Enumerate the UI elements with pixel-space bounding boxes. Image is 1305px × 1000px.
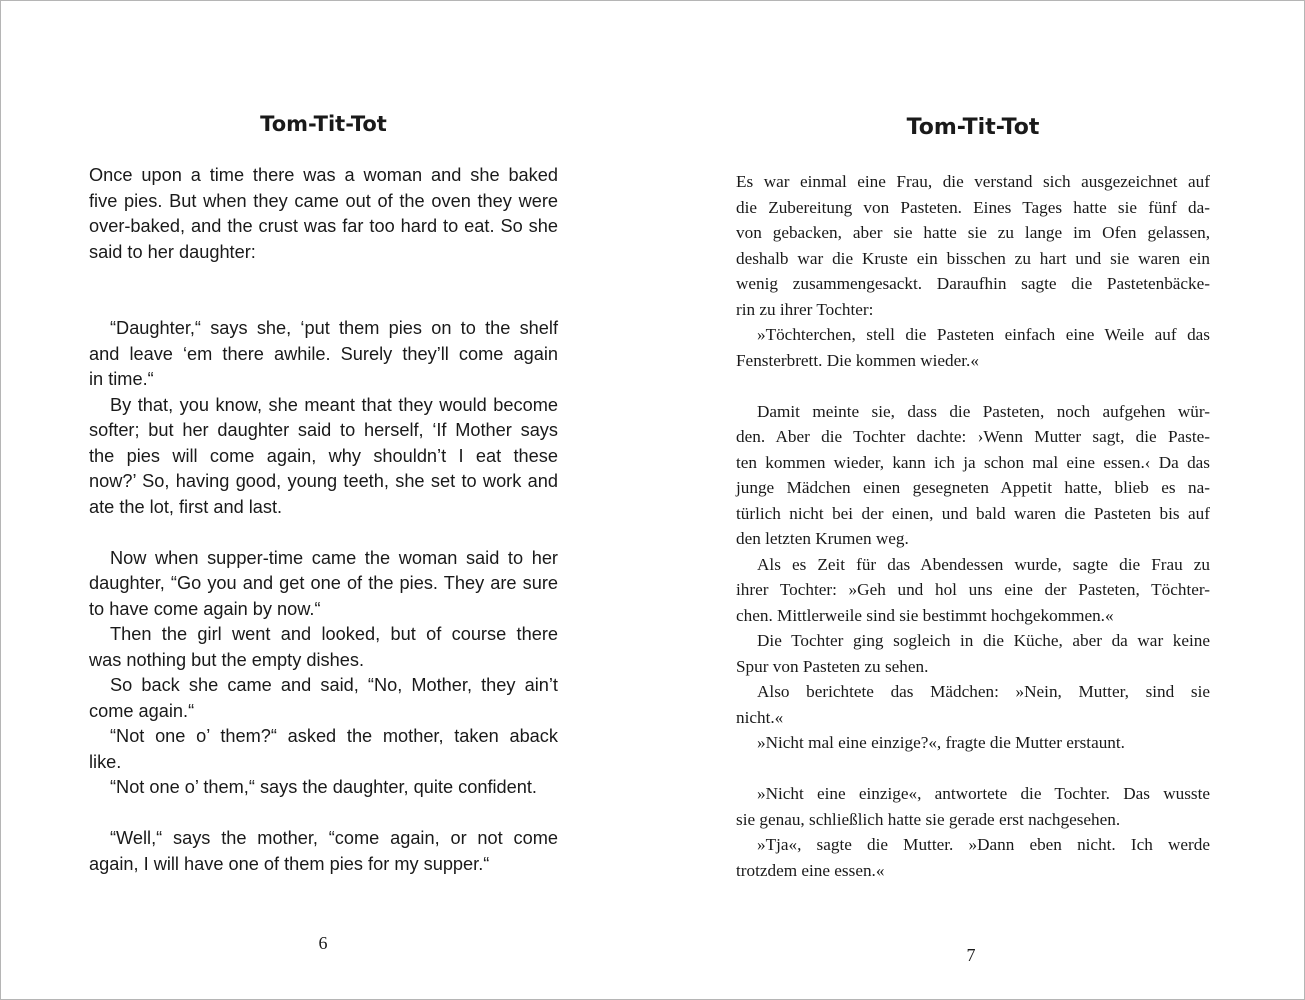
- paragraph-end: [89, 699, 558, 725]
- paragraph: [89, 316, 558, 367]
- paragraph: [89, 622, 558, 648]
- paragraph: [736, 628, 1210, 654]
- paragraph-end: [736, 807, 1210, 833]
- text-line: in time.“: [89, 369, 154, 389]
- paragraph: [736, 322, 1210, 348]
- text-line: türlich nicht bei der einen, und bald waren die Pasteten bis auf: [736, 503, 1210, 523]
- paragraph-gap: [89, 265, 558, 316]
- page-number: 7: [966, 945, 976, 965]
- paragraph-gap: [89, 520, 558, 546]
- page-title: Tom-Tit-Tot: [906, 115, 1040, 140]
- page-title: Tom-Tit-Tot: [260, 112, 387, 136]
- text-line: “Well,“ says the mother, “come again, or not come: [110, 828, 558, 848]
- paragraph: [89, 163, 558, 240]
- text-line: Spur von Pasteten zu sehen.: [736, 656, 929, 676]
- paragraph-gap: [736, 756, 1210, 782]
- text-line: junge Mädchen einen gesegneten Appetit hatte, blieb es na-: [736, 478, 1210, 497]
- text-line: ten kommen wieder, kann ich ja schon mal eine essen.‹ Da das: [736, 452, 1210, 472]
- paragraph-gap: [736, 373, 1210, 399]
- text-line: come again.“: [89, 700, 195, 721]
- text-line: now?’ So, having good, young teeth, she set to work and: [89, 471, 558, 491]
- left-page: [1, 1, 651, 999]
- paragraph: [89, 546, 558, 597]
- text-line: Damit meinte sie, dass die Pasteten, noch aufgehen wür-: [757, 401, 1210, 421]
- paragraph: [89, 393, 558, 495]
- paragraph-end: [736, 526, 1210, 552]
- text-line: ate the lot, first and last.: [89, 496, 283, 517]
- text-line: Then the girl went and looked, but of course there: [110, 624, 558, 644]
- story-text: [736, 169, 1210, 883]
- page-number: 6: [318, 933, 328, 953]
- text-line: nicht.«: [736, 707, 784, 727]
- paragraph-end: [89, 495, 558, 521]
- paragraph-end: [89, 852, 558, 878]
- text-line: Die Tochter ging sogleich in die Küche, aber da war keine: [757, 631, 1210, 650]
- paragraph-end: [89, 240, 558, 266]
- text-line: Fensterbrett. Die kommen wieder.«: [736, 350, 979, 370]
- text-line: daughter, “Go you and get one of the pies. They are sure: [89, 573, 558, 593]
- paragraph-gap: [89, 801, 558, 827]
- text-line: over-baked, and the crust was far too hard to eat. So she: [89, 216, 558, 236]
- text-line: to have come again by now.“: [89, 598, 321, 619]
- right-page: [652, 1, 1304, 999]
- paragraph: [89, 775, 558, 801]
- paragraph-end: [89, 750, 558, 776]
- text-line: rin zu ihrer Tochter:: [736, 299, 874, 319]
- paragraph-end: [736, 654, 1210, 680]
- paragraph-end: [736, 705, 1210, 731]
- text-line: Now when supper-time came the woman said to her: [110, 547, 558, 568]
- text-line: den. Aber die Tochter dachte: ›Wenn Mutter sagt, die Paste-: [736, 427, 1210, 446]
- text-line: sie genau, schließlich hatte sie gerade erst nachgesehen.: [736, 809, 1121, 829]
- text-line: was nothing but the empty dishes.: [89, 649, 364, 670]
- paragraph-end: [736, 297, 1210, 323]
- text-line: said to her daughter:: [89, 241, 256, 262]
- text-line: »Nicht eine einzige«, antwortete die Tochter. Das wusste: [757, 784, 1210, 803]
- text-line: Once upon a time there was a woman and she baked: [89, 165, 558, 185]
- text-line: wenig zusammengesackt. Daraufhin sagte die Pastetenbäcke-: [736, 274, 1210, 293]
- paragraph: [736, 679, 1210, 705]
- paragraph-end: [736, 603, 1210, 629]
- text-line: ihrer Tochter: »Geh und hol uns eine der Pasteten, Töchter-: [736, 580, 1210, 599]
- text-line: “Daughter,“ says she, ‘put them pies on to the shelf: [110, 318, 558, 338]
- text-line: trotzdem eine essen.«: [736, 860, 885, 880]
- text-line: So back she came and said, “No, Mother, they ain’t: [110, 675, 558, 695]
- text-line: the pies will come again, why shouldn’t I eat these: [89, 445, 558, 466]
- paragraph: [89, 826, 558, 852]
- text-line: deshalb war die Kruste ein bisschen zu hart und sie waren ein: [736, 248, 1210, 268]
- paragraph: [736, 399, 1210, 527]
- text-line: and leave ‘em there awhile. Surely they’ll come again: [89, 343, 558, 364]
- text-line: Es war einmal eine Frau, die verstand sich ausgezeichnet auf: [736, 172, 1210, 191]
- paragraph: [736, 730, 1210, 756]
- text-line: “Not one o’ them?“ asked the mother, taken aback: [110, 726, 558, 746]
- paragraph: [736, 552, 1210, 603]
- paragraph-end: [736, 858, 1210, 884]
- paragraph-end: [736, 348, 1210, 374]
- text-line: “Not one o’ them,“ says the daughter, quite confident.: [110, 777, 537, 797]
- paragraph: [89, 724, 558, 750]
- text-line: den letzten Krumen weg.: [736, 529, 909, 548]
- paragraph-end: [89, 367, 558, 393]
- text-line: Also berichtete das Mädchen: »Nein, Mutter, sind sie: [757, 682, 1210, 701]
- text-line: chen. Mittlerweile sind sie bestimmt hochgekommen.«: [736, 605, 1114, 625]
- text-line: von gebacken, aber sie hatte sie zu lange im Ofen gelassen,: [736, 223, 1210, 242]
- paragraph-end: [89, 597, 558, 623]
- text-line: five pies. But when they came out of the oven they were: [89, 190, 558, 211]
- text-line: again, I will have one of them pies for my supper.“: [89, 853, 490, 874]
- text-line: Als es Zeit für das Abendessen wurde, sagte die Frau zu: [757, 554, 1210, 574]
- paragraph: [736, 781, 1210, 807]
- text-line: »Töchterchen, stell die Pasteten einfach eine Weile auf das: [757, 325, 1210, 344]
- paragraph: [736, 832, 1210, 858]
- paragraph-end: [89, 648, 558, 674]
- text-line: die Zubereitung von Pasteten. Eines Tages hatte sie fünf da-: [736, 197, 1210, 217]
- text-line: like.: [89, 751, 122, 772]
- paragraph: [736, 169, 1210, 297]
- text-line: »Tja«, sagte die Mutter. »Dann eben nicht. Ich werde: [757, 835, 1210, 854]
- paragraph: [89, 673, 558, 699]
- story-text: [89, 163, 558, 877]
- text-line: By that, you know, she meant that they would become: [110, 394, 558, 415]
- text-line: »Nicht mal eine einzige?«, fragte die Mutter erstaunt.: [757, 733, 1125, 752]
- text-line: softer; but her daughter said to herself, ‘If Mother says: [89, 420, 558, 440]
